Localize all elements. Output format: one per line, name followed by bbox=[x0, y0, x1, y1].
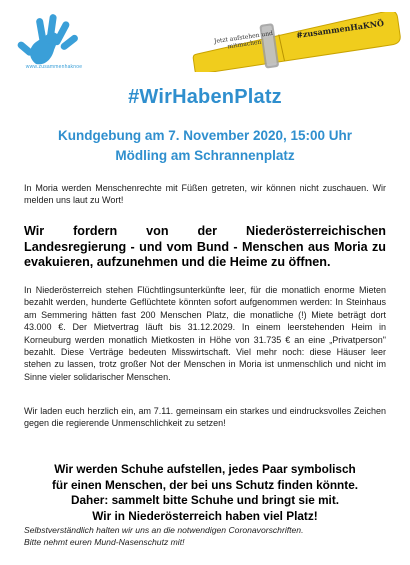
footnote bbox=[24, 525, 386, 548]
logo-caption: www.zusammenhaknoe bbox=[25, 64, 83, 70]
demand-paragraph: Wir fordern von der Niederösterreichischen Landesregierung - und vom Bund - Menschen aus Moria zu evakuieren, aufzunehmen und die Heime zu öffnen. bbox=[24, 224, 386, 269]
event-info bbox=[0, 126, 410, 166]
footnote-line-1: Selbstverständlich halten wir uns an die notwendigen Coronavorschriften. bbox=[24, 525, 304, 535]
closing-line-4: Wir in Niederösterreich haben viel Platz! bbox=[92, 508, 318, 523]
body-paragraph: In Niederösterreich stehen Flüchtlingsunterkünfte leer, für die monatlich enorme Mieten bezahlt werden, hunderte Geflüchtete könnten sofort aufgenommen werden: In Steinhaus am Semmering hätten fast 200 Menschen Platz, die monatliche (!) Miete beträgt dort 43.000 €. Der Mietvertrag läuft bis 31.12.2029. In einem leerstehenden Heim in Korneuburg werden monatlich Mietkosten in Höhe von 31.735 € an eine „Privatperson" bezahlt. Diese Verträge bedeuten Misswirtschaft. Viel mehr noch: diese Häuser leer stehen zu lassen, trotz großer Not der Menschen in Moria ist unmenschlich und nicht im Sinne vieler solidarischer Menschen. bbox=[24, 285, 386, 382]
closing-line-2: für einen Menschen, der bei uns Schutz finden könnte. bbox=[51, 477, 359, 492]
hashtag-title: #WirHabenPlatz bbox=[128, 86, 282, 108]
event-location: Mödling am Schrannenplatz bbox=[115, 148, 295, 163]
closing-line-3: Daher: sammelt bitte Schuhe und bringt sie mit. bbox=[70, 493, 340, 507]
peg-slogan: Jetzt aufstehen und mitmachen bbox=[213, 29, 274, 51]
closing-statement bbox=[14, 462, 396, 524]
intro-paragraph: In Moria werden Menschenrechte mit Füßen getreten, wir können nicht zuschauen. Wir melden uns laut zu Wort! bbox=[24, 183, 386, 206]
peg-brand: #zusammenHaKNÖ bbox=[295, 17, 385, 41]
event-date: Kundgebung am 7. November 2020, 15:00 Uhr bbox=[57, 128, 353, 143]
invite-paragraph: Wir laden euch herzlich ein, am 7.11. gemeinsam ein starkes und eindrucksvolles Zeichen gegen die regierende Unmenschlichkeit zu setzen! bbox=[24, 406, 386, 429]
closing-line-1: Wir werden Schuhe aufstellen, jedes Paar symbolisch bbox=[54, 462, 356, 476]
footnote-line-2: Bitte nehmt euren Mund-Nasenschutz mit! bbox=[24, 536, 185, 547]
